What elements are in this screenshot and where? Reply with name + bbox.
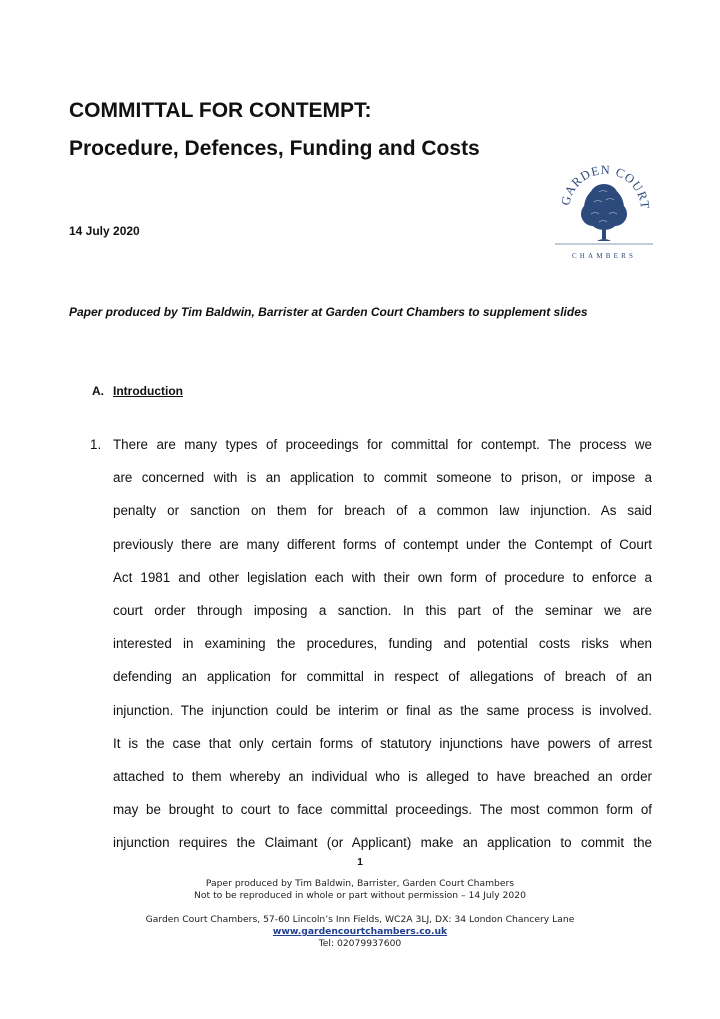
title-line-1: COMMITTAL FOR CONTEMPT: xyxy=(69,99,372,122)
logo-chambers-label: CHAMBERS xyxy=(571,252,637,260)
footer-attribution: Paper produced by Tim Baldwin, Barrister, Garden Court Chambers xyxy=(205,878,515,889)
footer-address: Garden Court Chambers, 57-60 Lincoln’s Inn Fields, WC2A 3LJ, DX: 34 London Chancery Lane xyxy=(145,914,575,925)
paragraph-line: injunction. The injunction could be interim or final as the same process is involved. xyxy=(113,702,652,718)
section-letter: A. xyxy=(92,384,104,398)
paragraph-1 xyxy=(90,428,652,859)
paragraph-line: It is the case that only certain forms of statutory injunctions have powers of arrest xyxy=(113,735,652,751)
paragraph-line: are concerned with is an application to commit someone to prison, or impose a xyxy=(113,470,652,486)
paragraph-line: defending an application for committal in respect of allegations of breach of an xyxy=(113,669,652,685)
section-title: Introduction xyxy=(113,384,183,398)
page-footer xyxy=(0,878,720,950)
footer-telephone: Tel: 02079937600 xyxy=(318,938,402,949)
section-heading xyxy=(92,384,183,398)
footer-permission-notice: Not to be reproduced in whole or part without permission – 14 July 2020 xyxy=(194,890,526,901)
paragraph-line: previously there are many different forms of contempt under the Contempt of Court xyxy=(113,536,652,552)
paragraph-line: Act 1981 and other legislation each with their own form of procedure to enforce a xyxy=(113,569,652,585)
footer-website-link[interactable]: www.gardencourtchambers.co.uk xyxy=(272,926,448,937)
document-subtitle: Paper produced by Tim Baldwin, Barrister at Garden Court Chambers to supplement slides xyxy=(69,305,588,319)
logo-graphic xyxy=(553,158,655,268)
garden-court-chambers-logo xyxy=(553,158,655,268)
paragraph-line: may be brought to court to face committal proceedings. The most common form of xyxy=(113,802,652,818)
logo-arc-text: GARDEN COURT xyxy=(558,162,653,211)
paragraph-line: There are many types of proceedings for committal for contempt. The process we xyxy=(113,437,652,452)
paragraph-line: injunction requires the Claimant (or Applicant) make an application to commit the xyxy=(113,835,652,851)
paragraph-number: 1. xyxy=(90,437,102,452)
tree-icon xyxy=(581,184,627,241)
document-title xyxy=(69,92,480,168)
paragraph-line: attached to them whereby an individual who is alleged to have breached an order xyxy=(113,768,652,784)
document-date: 14 July 2020 xyxy=(69,224,140,238)
title-line-2: Procedure, Defences, Funding and Costs xyxy=(69,137,480,160)
paragraph-line: interested in examining the procedures, funding and potential costs risks when xyxy=(113,636,652,652)
paragraph-line: court order through imposing a sanction. In this part of the seminar we are xyxy=(113,602,652,618)
page-number: 1 xyxy=(357,857,363,868)
paragraph-line: penalty or sanction on them for breach of a common law injunction. As said xyxy=(113,503,652,519)
paragraph-text xyxy=(113,428,652,859)
